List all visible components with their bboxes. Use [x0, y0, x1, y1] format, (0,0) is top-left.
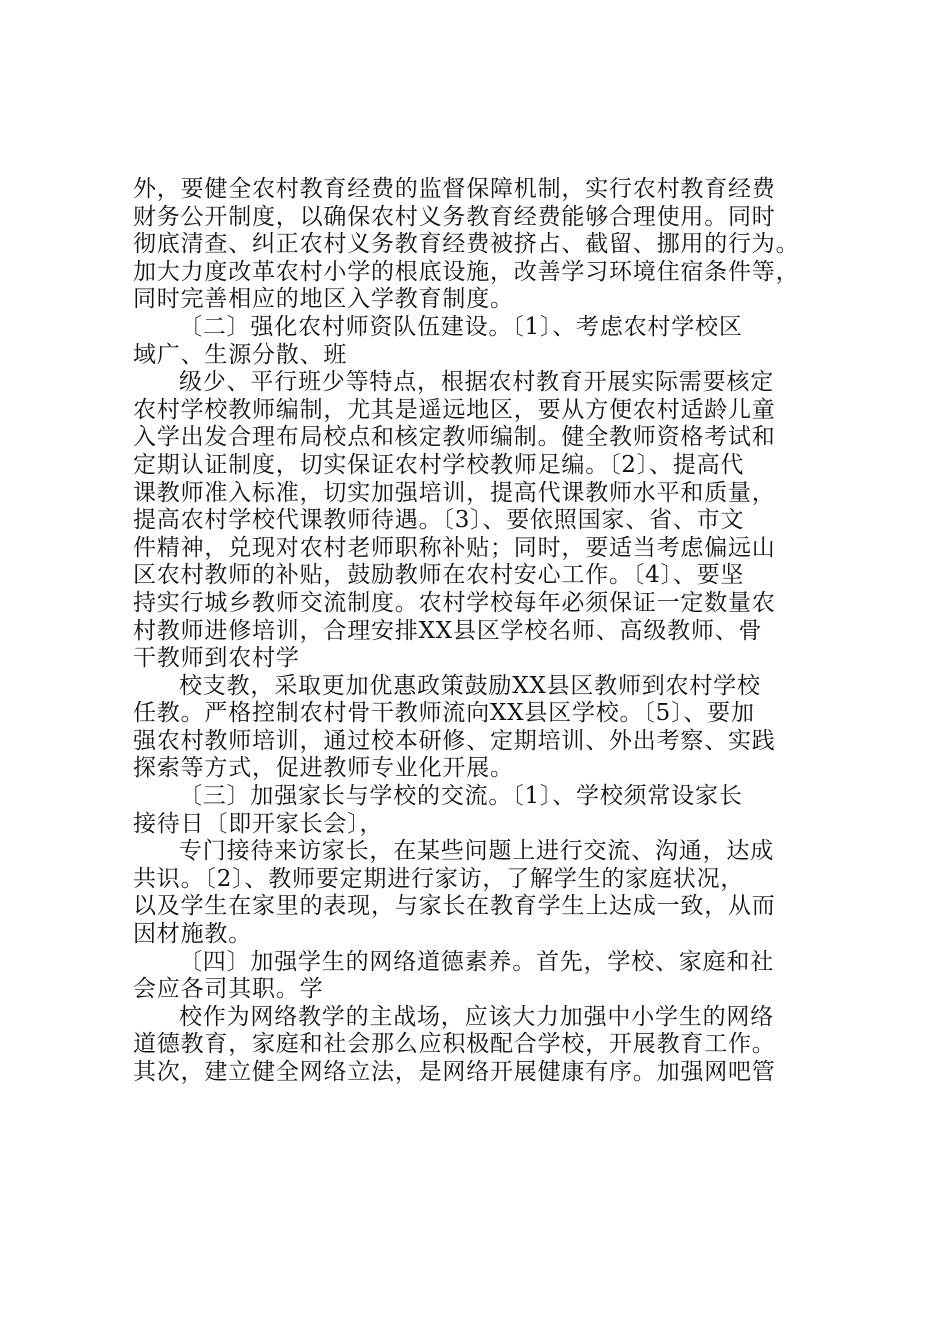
paragraph-line: 干教师到农村学 [133, 645, 300, 672]
paragraph-6 [133, 838, 823, 948]
paragraph-line: 同时完善相应的地区入学教育制度。 [133, 286, 514, 313]
paragraph-line: 因材施教。 [133, 921, 252, 948]
paragraph-line: 会应各司其职。学 [133, 976, 324, 1003]
paragraph-line: 农村学校教师编制，尤其是遥远地区，要从方便农村适龄儿童 [133, 396, 776, 423]
paragraph-line: 校作为网络教学的主战场，应该大力加强中小学生的网络 [179, 1003, 774, 1030]
paragraph-line: 域广、生源分散、班 [133, 341, 348, 368]
paragraph-line: 村教师进修培训，合理安排XX县区学校名师、高级教师、骨 [133, 617, 763, 644]
paragraph-line: 外，要健全农村教育经费的监督保障机制，实行农村教育经费 [133, 176, 776, 202]
paragraph-3 [133, 369, 823, 673]
paragraph-line: 接待日〔即开家长会〕， [133, 810, 384, 837]
paragraph-line: 以及学生在家里的表现，与家长在教育学生上达成一致，从而 [133, 893, 776, 920]
paragraph-line: 共识。〔2〕、教师要定期进行家访，了解学生的家庭状况， [133, 865, 745, 892]
paragraph-line: 其次，建立健全网络立法，是网络开展健康有序。加强网吧管 [133, 1059, 776, 1085]
paragraph-line: 探索等方式，促进教师专业化开展。 [133, 755, 514, 782]
paragraph-line: 〔二〕强化农村师资队伍建设。〔1〕、考虑农村学校区 [179, 313, 743, 340]
paragraph-line: 道德教育，家庭和社会那么应积极配合学校，开展教育工作。 [133, 1031, 776, 1058]
paragraph-line: 入学出发合理布局校点和核定教师编制。健全教师资格考试和 [133, 424, 776, 451]
paragraph-line: 课教师准入标准，切实加强培训，提高代课教师水平和质量， [133, 479, 776, 506]
paragraph-line: 强农村教师培训，通过校本研修、定期培训、外出考察、实践 [133, 727, 776, 754]
paragraph-line: 持实行城乡教师交流制度。农村学校每年必须保证一定数量农 [133, 589, 776, 616]
paragraph-line: 级少、平行班少等特点，根据农村教育开展实际需要核定 [179, 369, 774, 396]
paragraph-line: 任教。严格控制农村骨干教师流向XX县区学校。〔5〕、要加 [133, 700, 755, 727]
paragraph-line: 财务公开制度，以确保农村义务教育经费能够合理使用。同时 [133, 203, 776, 230]
paragraph-4 [133, 673, 823, 783]
paragraph-line: 件精神，兑现对农村老师职称补贴；同时，要适当考虑偏远山 [133, 534, 776, 561]
paragraph-1 [133, 176, 823, 314]
paragraph-line: 区农村教师的补贴，鼓励教师在农村安心工作。〔4〕、要坚 [133, 562, 745, 589]
paragraph-5 [133, 783, 823, 838]
paragraph-line: 校支教，采取更加优惠政策鼓励XX县区教师到农村学校 [179, 672, 761, 699]
paragraph-line: 专门接待来访家长，在某些问题上进行交流、沟通，达成 [179, 838, 774, 865]
paragraph-line: 定期认证制度，切实保证农村学校教师足编。〔2〕、提高代 [133, 451, 745, 478]
paragraph-line: 加大力度改革农村小学的根底设施，改善学习环境住宿条件等， [133, 258, 800, 285]
paragraph-line: 〔三〕加强家长与学校的交流。〔1〕、学校须常设家长 [179, 783, 743, 810]
paragraph-7 [133, 949, 823, 1004]
paragraph-8 [133, 1004, 823, 1087]
document-body [133, 176, 823, 1087]
paragraph-line: 〔四〕加强学生的网络道德素养。首先，学校、家庭和社 [179, 948, 774, 975]
paragraph-2 [133, 314, 823, 369]
paragraph-line: 彻底清查、纠正农村义务教育经费被挤占、截留、挪用的行为。 [133, 231, 800, 258]
paragraph-line: 提高农村学校代课教师待遇。〔3〕、要依照国家、省、市文 [133, 507, 745, 534]
